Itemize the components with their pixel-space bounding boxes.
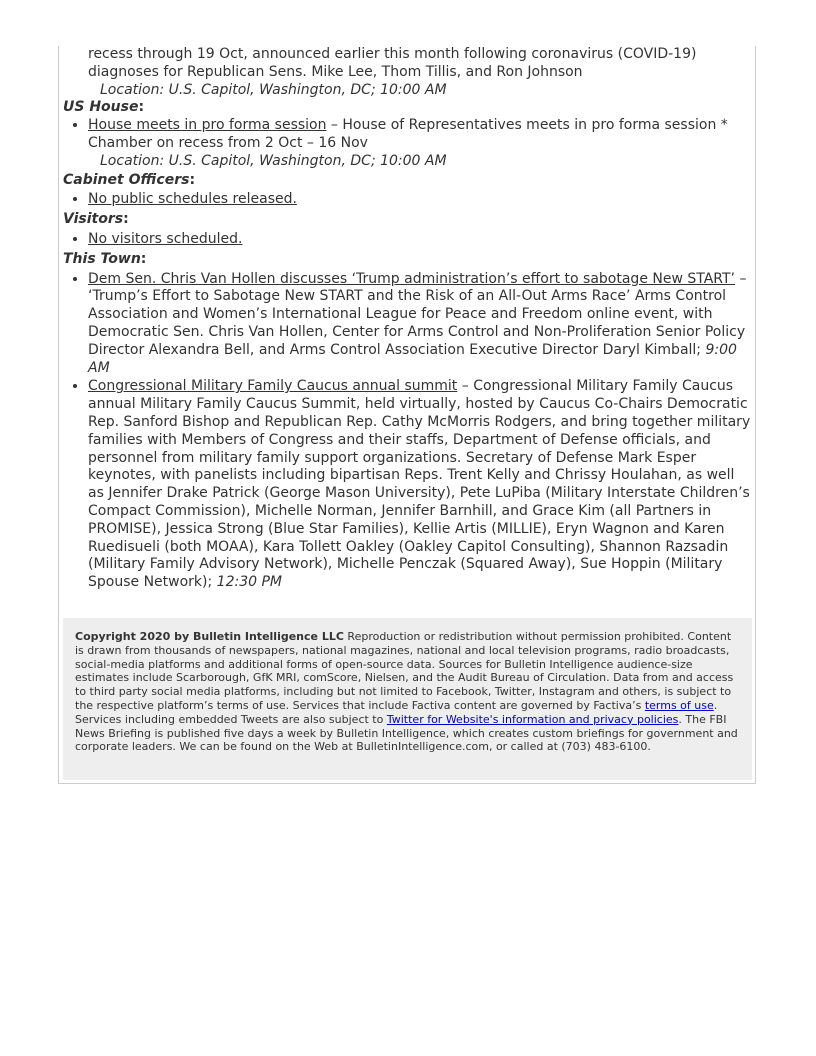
twitter-policy-link[interactable]: Twitter for Website's information and privacy policies	[386, 712, 679, 726]
section-heading-this-town: This Town:	[63, 250, 147, 267]
copyright-footer	[63, 618, 752, 780]
list-item	[88, 117, 753, 153]
us-house-item-text: – House of Representatives meets in pro forma session * Chamber on recess from 2 Oct – 16 Nov	[88, 117, 728, 151]
visitors-list	[63, 231, 753, 249]
continued-line-2: diagnoses for Republican Sens. Mike Lee, Thom Tillis, and Ron Johnson	[88, 63, 583, 80]
this-town-item-1-link[interactable]: Dem Sen. Chris Van Hollen discusses ‘Trump administration’s effort to sabotage New START’	[88, 270, 736, 287]
this-town-item-1-text: – ‘Trump’s Effort to Sabotage New START and the Risk of an All-Out Arms Race’ Arms Control Association and Women’s International League for Peace and Freedom online event, with Democratic Sen. Chris Van Hollen, Center for Arms Control and Non-Proliferation Senior Policy Director Alexandra Bell, and Arms Control Association Executive Director Daryl Kimball;	[88, 270, 747, 358]
continued-item	[63, 46, 753, 99]
visitors-item-link[interactable]: No visitors scheduled.	[88, 230, 243, 247]
list-item	[88, 231, 753, 249]
footer-text-3: . The FBI News Briefing is published five days a week by Bulletin Intelligence, which creates custom briefings for government and corporate leaders. We can be found on the Web at BulletinIntelligence.com, or called at (703) 483-6100.	[75, 712, 738, 754]
continued-line-1: recess through 19 Oct, announced earlier this month following coronavirus (COVID-19)	[88, 46, 697, 62]
this-town-item-2-link[interactable]: Congressional Military Family Caucus annual summit	[88, 378, 458, 395]
section-heading-visitors: Visitors:	[63, 211, 129, 228]
us-house-location: Location: U.S. Capitol, Washington, DC; 10:00 AM	[100, 152, 447, 169]
section-heading-cabinet: Cabinet Officers:	[63, 171, 196, 188]
footer-text-1: Reproduction or redistribution without permission prohibited. Content is drawn from thousands of newspapers, national magazines, national and local television programs, radio broadcasts, social-media platforms and additional forms of open-source data. Sources for Bulletin Intelligence audience-size estimates include Scarborough, GfK MRI, comScore, Nielsen, and the Audit Bureau of Circulation. Data from and access to third party social media platforms, including but not limited to Facebook, Twitter, Instagram and others, is subject to the respective platform’s terms of use. Services that include Factiva content are governed by Factiva’s	[75, 630, 734, 712]
list-item	[88, 378, 753, 592]
continued-location: Location: U.S. Capitol, Washington, DC; 10:00 AM	[100, 81, 447, 98]
cabinet-list	[63, 191, 753, 209]
list-item	[88, 191, 753, 209]
list-item	[88, 271, 753, 378]
this-town-item-2-text: – Congressional Military Family Caucus annual Military Family Caucus Summit, held virtually, hosted by Caucus Co-Chairs Democratic Rep. Sanford Bishop and Republican Rep. Cathy McMorris Rodgers, and bring together military families with Members of Congress and their staffs, Department of Defense officials, and personnel from military family support organizations. Secretary of Defense Mark Esper keynotes, with panelists including bipartisan Reps. Trent Kelly and Chrissy Houlahan, as well as Jennifer Drake Patrick (George Mason University), Pete LuPiba (Military Interstate Children’s Compact Commission), Michelle Norman, Jennifer Barnhill, and Grace Kim (all Partners in PROMISE), Jessica Strong (Blue Star Families), Kellie Artis (MILLIE), Eryn Wagnon and Karen Ruedisueli (both MOAA), Kara Tollett Oakley (Oakley Capitol Consulting), Shannon Razsadin (Military Family Advisory Network), Michelle Penczak (Squared Away), Sue Hoppin (Military Spouse Network);	[88, 378, 751, 591]
this-town-item-2-time: 12:30 PM	[216, 574, 282, 591]
us-house-item-link[interactable]: House meets in pro forma session	[88, 117, 327, 134]
us-house-list	[63, 117, 753, 153]
cabinet-item-link[interactable]: No public schedules released.	[88, 191, 297, 208]
newsletter-content	[63, 46, 753, 592]
footer-text-2: . Services including embedded Tweets are also subject to	[75, 698, 718, 726]
copyright-notice: Copyright 2020 by Bulletin Intelligence LLC	[75, 630, 344, 643]
this-town-item-1-time: 9:00 AM	[88, 341, 737, 376]
section-heading-us-house: US House:	[63, 99, 145, 116]
terms-of-use-link[interactable]: terms of use	[644, 698, 714, 712]
this-town-list	[63, 271, 753, 592]
